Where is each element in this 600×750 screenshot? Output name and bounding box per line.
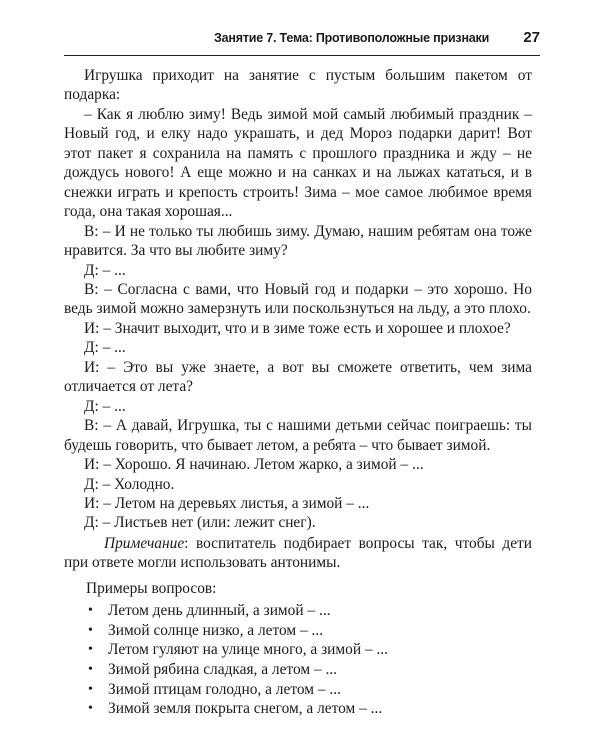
examples-list	[64, 601, 532, 719]
list-item: • Зимой земля покрыта снегом, а летом – ...	[88, 700, 383, 718]
page-body	[64, 66, 532, 719]
paragraph: Д: – Холодно.	[84, 475, 175, 493]
paragraph: И: – Летом на деревьях листья, а зимой – ...	[84, 494, 370, 512]
paragraph: Д: – Листьев нет (или: лежит снег).	[84, 514, 316, 532]
running-header	[64, 25, 540, 56]
note-text: : воспитатель подбирает вопросы так, чтобы дети при ответе могли использовать антонимы.	[64, 534, 532, 572]
page-number: 27	[523, 29, 540, 46]
paragraph: И: – Значит выходит, что и в зиме тоже есть и хорошее и плохое?	[84, 319, 511, 337]
bullet-icon: •	[88, 642, 93, 658]
paragraph: И: – Хорошо. Я начинаю. Летом жарко, а зимой – ...	[84, 456, 424, 474]
list-item: • Зимой птицам голодно, а летом – ...	[88, 680, 341, 698]
paragraph: В: – И не только ты любишь зиму. Думаю, нашим ребятам она тоже нравится. За что вы любите зиму?	[64, 222, 532, 260]
list-item: • Летом день длинный, а зимой – ...	[88, 602, 331, 620]
paragraph: И: – Это вы уже знаете, а вот вы сможете ответить, чем зима отличается от лета?	[64, 358, 532, 396]
list-item: • Зимой рябина сладкая, а летом – ...	[88, 661, 338, 679]
paragraph: – Как я люблю зиму! Ведь зимой мой самый любимый праздник – Новый год, и елку надо украшать, и дед Мороз подарки дарит! Вот этот пакет я сохранила на память с прошлого праздника и жду – не дождусь нового! А еще можно и на санках и на лыжах кататься, и в снежки играть и крепость строить! Зима – мое самое любимое время года, она такая хорошая...	[64, 105, 532, 221]
bullet-icon: •	[88, 681, 93, 697]
paragraph: В: – А давай, Игрушка, ты с нашими детьми сейчас поиграешь: ты будешь говорить, что бывает летом, а ребята – что бывает зимой.	[64, 417, 532, 454]
bullet-icon: •	[88, 701, 93, 717]
note-label: Примечание	[104, 534, 185, 552]
list-item: • Летом гуляют на улице много, а зимой – ...	[88, 641, 388, 659]
note-paragraph	[64, 534, 532, 573]
examples-title: Примеры вопросов:	[86, 579, 217, 597]
bullet-icon: •	[88, 622, 93, 638]
paragraph: Д: – ...	[84, 261, 126, 279]
paragraph: Д: – ...	[84, 397, 126, 415]
bullet-icon: •	[88, 662, 93, 678]
paragraph: Игрушка приходит на занятие с пустым большим пакетом от подарка:	[64, 67, 532, 104]
running-title: Занятие 7. Тема: Противоположные признаки	[214, 31, 490, 45]
paragraph: В: – Согласна с вами, что Новый год и подарки – это хорошо. Но ведь зимой можно замерзнуть или поскользнуться на льду, а это плохо.	[64, 280, 532, 318]
bullet-icon: •	[88, 603, 93, 619]
paragraph: Д: – ...	[84, 339, 126, 357]
list-item: • Зимой солнце низко, а летом – ...	[88, 621, 324, 639]
